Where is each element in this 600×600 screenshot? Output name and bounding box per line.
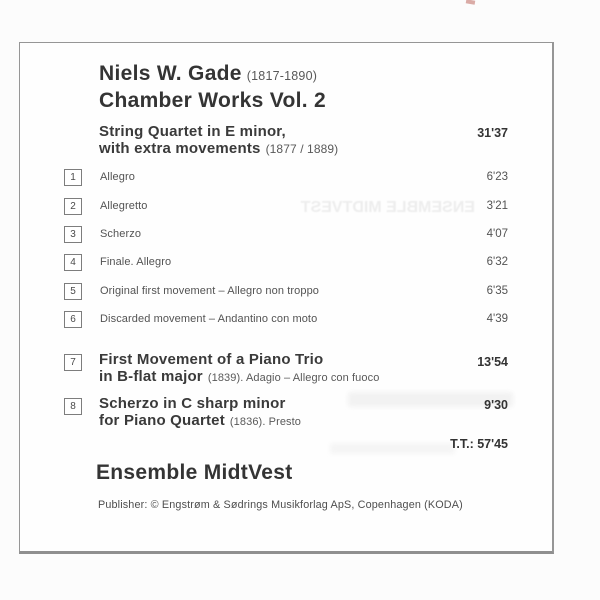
composer-name: Niels W. Gade	[99, 62, 242, 85]
track-title: Allegretto	[100, 200, 148, 212]
work1-duration: 31'37	[477, 126, 508, 140]
track-number-box: 5	[64, 283, 82, 300]
track-number-box: 1	[64, 169, 82, 186]
work2-title-line1: First Movement of a Piano Trio	[99, 351, 324, 368]
work3-title-line2: for Piano Quartet (1836). Presto	[99, 412, 302, 429]
track-row	[64, 169, 508, 187]
track-row	[64, 311, 508, 329]
track-title: Discarded movement – Andantino con moto	[100, 313, 318, 325]
track-title: Original first movement – Allegro non troppo	[100, 285, 320, 297]
total-time: T.T.: 57'45	[450, 437, 508, 451]
red-scan-mark	[466, 0, 476, 5]
album-title: Chamber Works Vol. 2	[99, 89, 326, 112]
showthrough-ghost-block	[330, 443, 455, 454]
track-number-box: 3	[64, 226, 82, 243]
work1-dates: (1877 / 1889)	[265, 142, 339, 156]
track-row	[64, 226, 508, 244]
track-duration: 6'35	[486, 285, 508, 297]
track-row	[64, 254, 508, 272]
work3-heading	[99, 395, 301, 431]
work3-duration: 9'30	[484, 398, 508, 412]
work1-title-line2: with extra movements (1877 / 1889)	[99, 140, 339, 157]
track-duration: 6'23	[486, 171, 508, 183]
work1-heading	[99, 123, 338, 158]
work3-subtitle: (1836). Presto	[229, 416, 302, 428]
publisher-line: Publisher: © Engstrøm & Sødrings Musikforlag ApS, Copenhagen (KODA)	[98, 499, 463, 511]
work3-title-line1: Scherzo in C sharp minor	[99, 395, 286, 412]
track-number-box: 6	[64, 311, 82, 328]
track-duration: 3'21	[486, 200, 508, 212]
work2-title-line2: in B-flat major (1839). Adagio – Allegro con fuoco	[99, 368, 380, 385]
composer-dates: (1817-1890)	[246, 69, 318, 83]
work3-number-box: 8	[64, 398, 82, 415]
artist-name: Ensemble MidtVest	[96, 461, 293, 484]
track-duration: 4'39	[486, 313, 508, 325]
work2-subtitle: (1839). Adagio – Allegro con fuoco	[207, 372, 380, 384]
work1-title-line1: String Quartet in E minor,	[99, 123, 286, 140]
track-duration: 4'07	[486, 228, 508, 240]
composer-line	[99, 63, 317, 85]
track-number-box: 2	[64, 198, 82, 215]
track-title: Allegro	[100, 171, 135, 183]
track-title: Finale. Allegro	[100, 256, 172, 268]
work2-duration: 13'54	[477, 355, 508, 369]
track-duration: 6'32	[486, 256, 508, 268]
work2-heading	[99, 351, 379, 387]
track-row	[64, 198, 508, 216]
work2-number-box: 7	[64, 354, 82, 371]
track-row	[64, 283, 508, 301]
showthrough-ghost-text: ENSEMBLE MIDTVEST	[300, 199, 475, 216]
track-number-box: 4	[64, 254, 82, 271]
track-title: Scherzo	[100, 228, 142, 240]
